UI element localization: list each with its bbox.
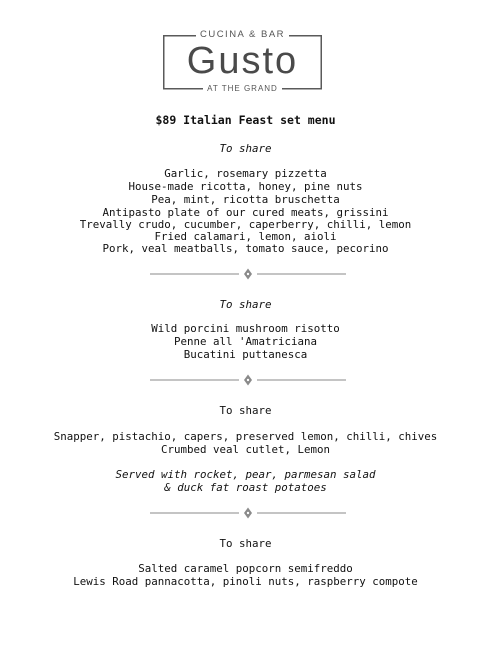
logo-subtitle-top: CUCINA & BAR [163, 29, 322, 41]
menu-item: Pork, veal meatballs, tomato sauce, pecorino [102, 242, 389, 255]
menu-item: Pea, mint, ricotta bruschetta [151, 193, 340, 206]
menu-item: House-made ricotta, honey, pine nuts [128, 180, 363, 193]
menu-item: Garlic, rosemary pizzetta [164, 167, 327, 180]
menu-item: Snapper, pistachio, capers, preserved lemon, chilli, chives [53, 430, 438, 443]
menu-note: & duck fat roast potatoes [164, 481, 327, 494]
diamond-ornament-icon [150, 507, 346, 519]
menu-note: Served with rocket, pear, parmesan salad [115, 468, 376, 481]
menu-item: Trevally crudo, cucumber, caperberry, chilli, lemon [79, 218, 412, 231]
section-heading: To share [219, 142, 272, 155]
diamond-ornament-icon [150, 374, 346, 386]
menu-item: Wild porcini mushroom risotto [151, 322, 340, 335]
logo-wordmark: Gusto [186, 40, 299, 82]
menu-item: Lewis Road pannacotta, pinoli nuts, raspberry compote [73, 575, 418, 588]
menu-item: Antipasto plate of our cured meats, grissini [102, 206, 389, 219]
gusto-logo [163, 29, 322, 93]
menu-item: Salted caramel popcorn semifreddo [138, 562, 353, 575]
menu-item: Bucatini puttanesca [183, 348, 308, 361]
menu-item: Penne all 'Amatriciana [173, 335, 317, 348]
section-heading: To share [219, 404, 272, 417]
menu-item: Fried calamari, lemon, aioli [154, 230, 337, 243]
menu-title: $89 Italian Feast set menu [155, 113, 336, 127]
section-heading: To share [219, 298, 272, 311]
menu-item: Crumbed veal cutlet, Lemon [160, 443, 330, 456]
diamond-ornament-icon [150, 268, 346, 280]
section-heading: To share [219, 537, 272, 550]
logo-subtitle-bottom: AT THE GRAND [163, 83, 322, 95]
